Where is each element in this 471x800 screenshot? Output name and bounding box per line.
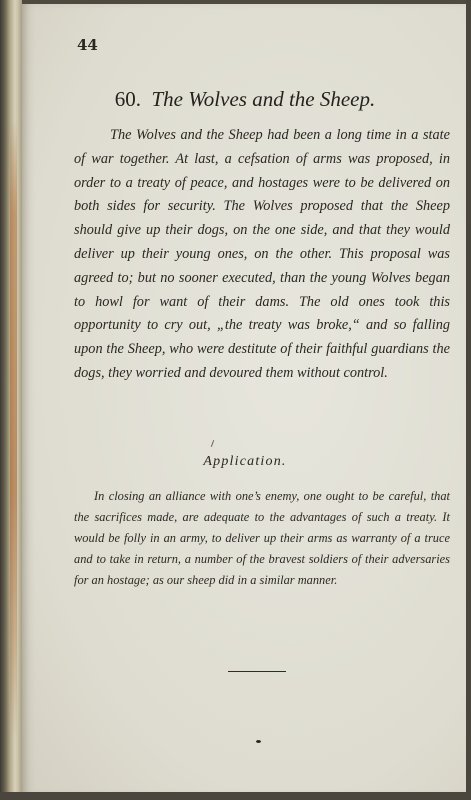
fable-name: The Wolves and the Sheep. [151, 87, 376, 111]
application-text: In closing an alliance with one’s enemy, one ought to be careful, that the sacrifices made, are adequate to the advantages of such a treaty. It would be folly in an army, to deliver up their arms as warranty of a truce and to take in return, a number of the bravest soldiers of their adversaries for an hostage; as our sheep did in a similar manner. [74, 489, 450, 587]
fable-text: The Wolves and the Sheep had been a long time in a state of war together. At last, a cefsation of arms was proposed, in order to a treaty of peace, and hostages were to be delivered on both sides for security. The Wolves proposed that the Sheep should give up their dogs, on the one side, and that they would deliver up their young ones, on the other. This proposal was agreed to; but no sooner executed, than the young Wolves began to howl for want of their dams. The old ones took this opportunity to cry out, „the treaty was broke,“ and so falling upon the Sheep, who were destitute of their faithful guardians the dogs, they worried and devoured them without control. [74, 127, 450, 381]
binding-stain [10, 120, 17, 740]
application-heading: Application. [203, 454, 287, 469]
book-page [22, 4, 468, 794]
ink-speck [256, 740, 261, 743]
fable-title [22, 87, 468, 112]
page-number: 44 [77, 36, 98, 54]
page-edge-right [466, 0, 471, 800]
page-edge-bottom [0, 792, 471, 800]
divider-rule [228, 671, 286, 672]
ink-tick-mark [211, 440, 214, 447]
fable-number: 60. [114, 87, 141, 111]
